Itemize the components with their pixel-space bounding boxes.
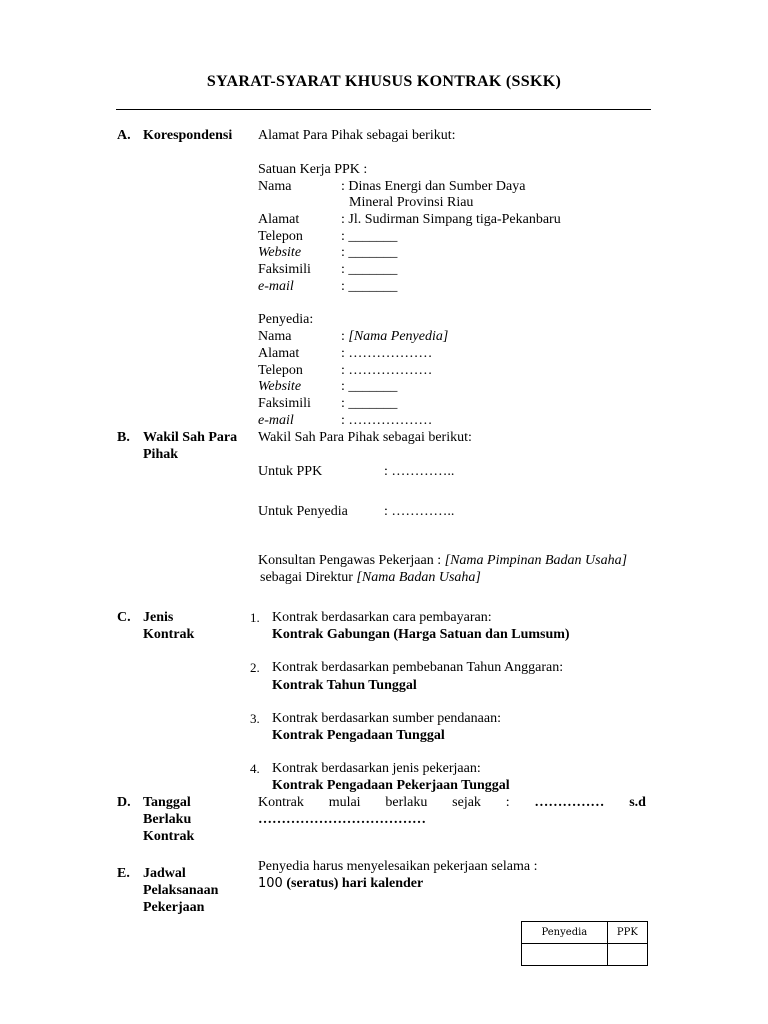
jenis-item-4-number: 4. — [250, 761, 260, 776]
penyedia-nama-value: : [Nama Penyedia] — [341, 329, 449, 344]
jenis-item-4-text: Kontrak berdasarkan jenis pekerjaan: — [272, 761, 481, 776]
page-title: SYARAT-SYARAT KHUSUS KONTRAK (SSKK) — [206, 73, 562, 90]
section-label-jadwal-line1: Jadwal — [143, 866, 186, 881]
jenis-item-1-text: Kontrak berdasarkan cara pembayaran: — [272, 610, 492, 625]
ppk-heading: Satuan Kerja PPK : — [258, 162, 368, 177]
tanggal-word-3: berlaku — [385, 795, 428, 810]
wakil-intro: Wakil Sah Para Pihak sebagai berikut: — [258, 430, 472, 445]
ppk-email-label: e-mail — [258, 279, 294, 294]
section-letter-d: D. — [117, 795, 131, 810]
penyedia-heading: Penyedia: — [258, 312, 314, 327]
penyedia-telepon-value: : ……………… — [341, 363, 433, 378]
section-label-jadwal-line2: Pelaksanaan — [143, 883, 219, 898]
section-label-wakil-line2: Pihak — [143, 447, 179, 462]
penyedia-email-label: e-mail — [258, 413, 294, 428]
jenis-item-4-value: Kontrak Pengadaan Pekerjaan Tunggal — [272, 778, 510, 793]
konsultan-placeholder: [Nama Pimpinan Badan Usaha] — [444, 553, 628, 568]
section-label-jenis-line2: Kontrak — [143, 627, 195, 642]
signature-cell-ppk[interactable] — [607, 944, 647, 966]
jenis-item-3-text: Kontrak berdasarkan sumber pendanaan: — [272, 711, 501, 726]
section-label-jadwal-line3: Pekerjaan — [143, 900, 205, 915]
wakil-penyedia-label: Untuk Penyedia — [258, 504, 348, 519]
penyedia-website-label: Website — [258, 379, 302, 394]
tanggal-colon: : — [505, 795, 510, 810]
ppk-telepon-label: Telepon — [258, 229, 303, 244]
jenis-item-2-value: Kontrak Tahun Tunggal — [272, 678, 417, 693]
wakil-ppk-value: : ………….. — [384, 464, 455, 479]
ppk-nama-label: Nama — [258, 179, 292, 194]
jenis-item-1-number: 1. — [250, 610, 260, 625]
jenis-item-1-value: Kontrak Gabungan (Harga Satuan dan Lumsum) — [272, 627, 570, 642]
jadwal-line-1: Penyedia harus menyelesaikan pekerjaan selama : — [258, 859, 538, 874]
jenis-item-3-value: Kontrak Pengadaan Tunggal — [272, 728, 445, 743]
direktur-placeholder: [Nama Badan Usaha] — [356, 570, 481, 585]
jenis-item-2-number: 2. — [250, 660, 260, 675]
ppk-faksimili-value: : _______ — [341, 262, 398, 277]
section-label-tanggal-line2: Berlaku — [143, 812, 192, 827]
tanggal-start-blank: …………… — [534, 795, 605, 810]
ppk-faksimili-label: Faksimili — [258, 262, 311, 277]
ppk-nama-value: : Dinas Energi dan Sumber Daya — [341, 179, 526, 194]
tanggal-word-4: sejak — [452, 795, 481, 810]
jadwal-days-number: 100 — [258, 876, 283, 891]
tanggal-sd: s.d — [629, 795, 646, 810]
section-label-korespondensi: Korespondensi — [143, 128, 233, 143]
tanggal-end-blank: ……………………………… — [258, 812, 426, 827]
section-letter-c: C. — [117, 610, 131, 625]
section-letter-a: A. — [117, 128, 131, 143]
ppk-email-value: : _______ — [341, 279, 398, 294]
section-label-tanggal-line3: Kontrak — [143, 829, 195, 844]
penyedia-website-value: : _______ — [341, 379, 398, 394]
jadwal-line-2 — [258, 875, 423, 892]
ppk-website-label: Website — [258, 245, 302, 260]
signature-cell-penyedia[interactable] — [522, 944, 608, 966]
penyedia-telepon-label: Telepon — [258, 363, 303, 378]
jadwal-days-text: (seratus) hari kalender — [282, 876, 424, 891]
penyedia-alamat-value: : ……………… — [341, 346, 433, 361]
direktur-line: sebagai Direktur [Nama Badan Usaha] — [260, 570, 481, 585]
tanggal-word-1: Kontrak — [258, 795, 304, 810]
section-letter-b: B. — [117, 430, 130, 445]
wakil-ppk-label: Untuk PPK — [258, 464, 323, 479]
title-divider — [116, 109, 651, 110]
penyedia-email-value: : ……………… — [341, 413, 433, 428]
wakil-penyedia-value: : ………….. — [384, 504, 455, 519]
penyedia-faksimili-label: Faksimili — [258, 396, 311, 411]
korespondensi-intro: Alamat Para Pihak sebagai berikut: — [258, 128, 456, 143]
section-label-wakil-line1: Wakil Sah Para — [143, 430, 238, 445]
penyedia-nama-label: Nama — [258, 329, 292, 344]
section-letter-e: E. — [117, 866, 130, 881]
penyedia-alamat-label: Alamat — [258, 346, 300, 361]
jenis-item-3-number: 3. — [250, 711, 260, 726]
penyedia-faksimili-value: : _______ — [341, 396, 398, 411]
section-label-jenis-line1: Jenis — [143, 610, 174, 625]
ppk-website-value: : _______ — [341, 245, 398, 260]
tanggal-line — [258, 794, 646, 811]
konsultan-line: Konsultan Pengawas Pekerjaan : [Nama Pimpinan Badan Usaha] — [258, 553, 628, 568]
signature-header-ppk: PPK — [607, 922, 647, 944]
ppk-nama-value-cont: Mineral Provinsi Riau — [349, 195, 474, 210]
ppk-alamat-value: : Jl. Sudirman Simpang tiga-Pekanbaru — [341, 212, 561, 227]
ppk-telepon-value: : _______ — [341, 229, 398, 244]
section-label-tanggal-line1: Tanggal — [143, 795, 191, 810]
signature-table — [521, 921, 648, 966]
signature-header-penyedia: Penyedia — [522, 922, 608, 944]
jenis-item-2-text: Kontrak berdasarkan pembebanan Tahun Anggaran: — [272, 660, 564, 675]
ppk-alamat-label: Alamat — [258, 212, 300, 227]
penyedia-nama-placeholder: [Nama Penyedia] — [348, 329, 449, 344]
tanggal-word-2: mulai — [328, 795, 361, 810]
